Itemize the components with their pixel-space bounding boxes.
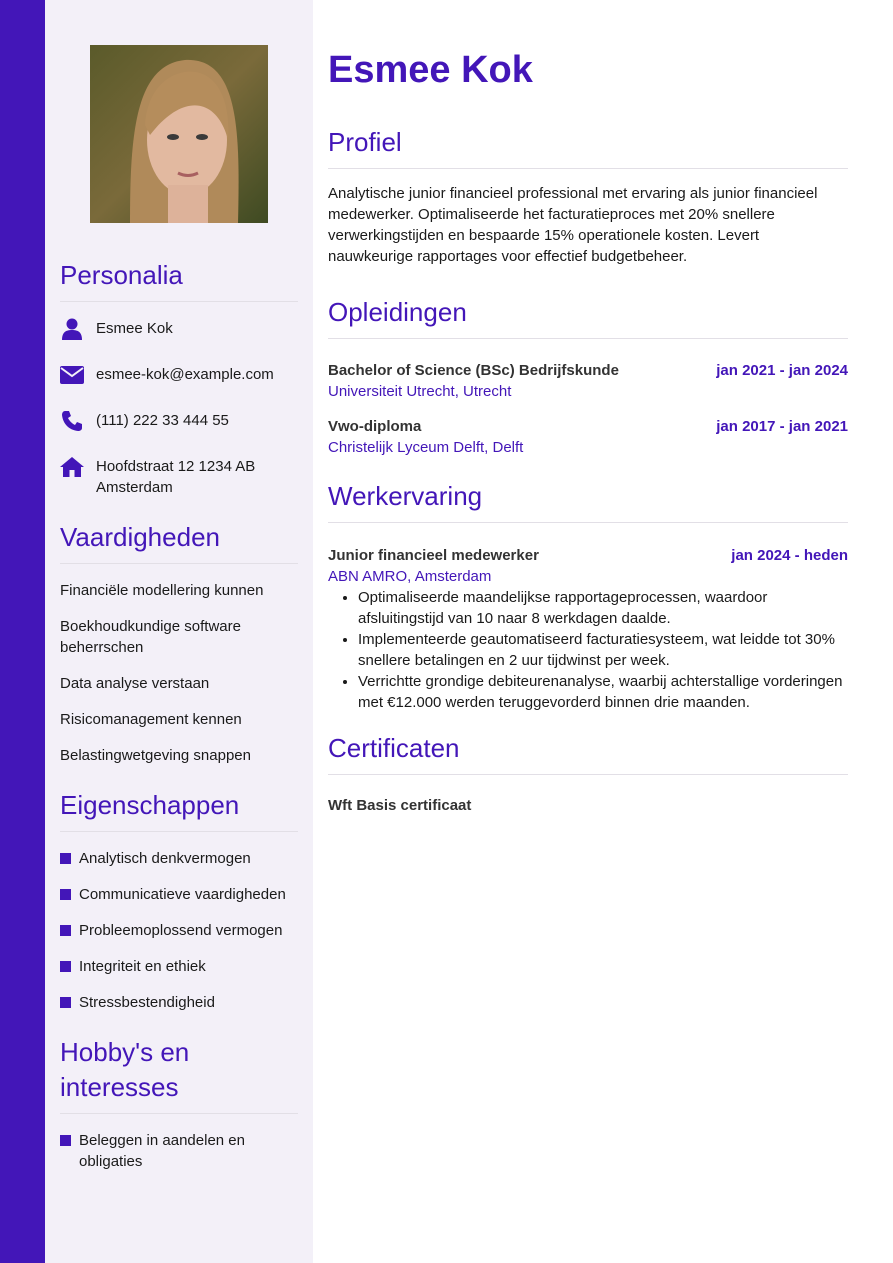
contact-list [60,318,298,498]
skill-item: Risicomanagement kennen [60,711,242,728]
certificaten-section [328,731,848,814]
personalia-section [60,258,298,498]
trait-item [60,848,298,869]
envelope-icon [60,364,84,386]
education-row [328,416,848,437]
opleidingen-section [328,295,848,458]
trait-text: Analytisch denkvermogen [79,850,251,867]
work-bullet: • Implementeerde geautomatiseerd facturatiesysteem, wat leidde tot 30% snellere betalingen en 2 uur tijdwinst per week. [358,629,848,671]
trait-item [60,920,298,941]
work-bullet: • Verrichtte grondige debiteurenanalyse, waarbij achterstallige vorderingen met €12.000 werden teruggevorderd binnen drie maanden. [358,671,848,713]
trait-text: Integriteit en ethiek [79,958,206,975]
profiel-heading: Profiel [328,125,848,169]
hobbys-heading: Hobby's en interesses [60,1035,298,1114]
education-title: Bachelor of Science (BSc) Bedrijfskunde [328,362,619,379]
contact-address [60,456,298,498]
profiel-section [328,125,848,267]
certificaten-heading: Certificaten [328,731,848,775]
contact-email [60,364,298,386]
work-entry [328,545,848,713]
profiel-text: Analytische junior financieel professional met ervaring als junior financieel medewerker. Optimaliseerde het facturatieproces met 20% snellere verwerkingstijden en bespaarde 15% operationele kosten. Levert nauwkeurige rapportages voor effectief budgetbeheer. [328,185,818,265]
profile-photo [90,45,268,223]
contact-phone [60,410,298,432]
education-row [328,360,848,381]
hobbys-section [60,1035,298,1172]
education-institution: Universiteit Utrecht, Utrecht [328,383,512,400]
education-entry [328,416,848,458]
trait-item [60,884,298,905]
vaardigheden-heading: Vaardigheden [60,520,298,564]
square-bullet-icon [60,853,71,864]
user-icon [60,318,84,340]
work-bullet: • Optimaliseerde maandelijkse rapportageprocessen, waardoor afsluitingstijd van 10 naar 8 werkdagen daalde. [358,587,848,629]
education-dates: jan 2021 - jan 2024 [716,362,848,379]
vaardigheden-section [60,520,298,766]
personalia-heading: Personalia [60,258,298,302]
hobby-item [60,1130,298,1172]
skill-item: Financiële modellering kunnen [60,582,264,599]
work-row [328,545,848,566]
phone-icon [60,410,84,432]
contact-email-text[interactable]: esmee-kok@example.com [96,366,274,383]
hobby-text: Beleggen in aandelen en obligaties [79,1132,245,1170]
contact-address-text: Hoofdstraat 12 1234 AB Amsterdam [96,458,256,496]
education-dates: jan 2017 - jan 2021 [716,418,848,435]
trait-item [60,992,298,1013]
square-bullet-icon [60,925,71,936]
candidate-name: Esmee Kok [328,49,533,91]
education-entry [328,360,848,402]
skill-item: Belastingwetgeving snappen [60,747,251,764]
skill-item: Boekhoudkundige software beherrschen [60,618,241,656]
traits-list [60,848,298,1013]
square-bullet-icon [60,997,71,1008]
work-dates: jan 2024 - heden [731,547,848,564]
certificate-item: Wft Basis certificaat [328,797,472,814]
work-title: Junior financieel medewerker [328,547,539,564]
eigenschappen-heading: Eigenschappen [60,788,298,832]
trait-text: Probleemoplossend vermogen [79,922,283,939]
contact-name-text: Esmee Kok [96,320,173,337]
work-company: ABN AMRO, Amsterdam [328,568,492,585]
skills-list [60,580,298,766]
contact-name [60,318,298,340]
contact-phone-text[interactable]: (111) 222 33 444 55 [96,412,229,429]
trait-item [60,956,298,977]
education-institution: Christelijk Lyceum Delft, Delft [328,439,524,456]
opleidingen-heading: Opleidingen [328,295,848,339]
accent-stripe [0,0,45,1263]
square-bullet-icon [60,889,71,900]
square-bullet-icon [60,961,71,972]
hobbies-list [60,1130,298,1172]
sidebar-content [60,258,298,1194]
werkervaring-section [328,479,848,713]
education-title: Vwo-diploma [328,418,422,435]
home-icon [60,456,84,478]
trait-text: Stressbestendigheid [79,994,215,1011]
square-bullet-icon [60,1135,71,1146]
trait-text: Communicatieve vaardigheden [79,886,286,903]
skill-item: Data analyse verstaan [60,675,210,692]
work-bullets [328,587,848,713]
eigenschappen-section [60,788,298,1013]
werkervaring-heading: Werkervaring [328,479,848,523]
